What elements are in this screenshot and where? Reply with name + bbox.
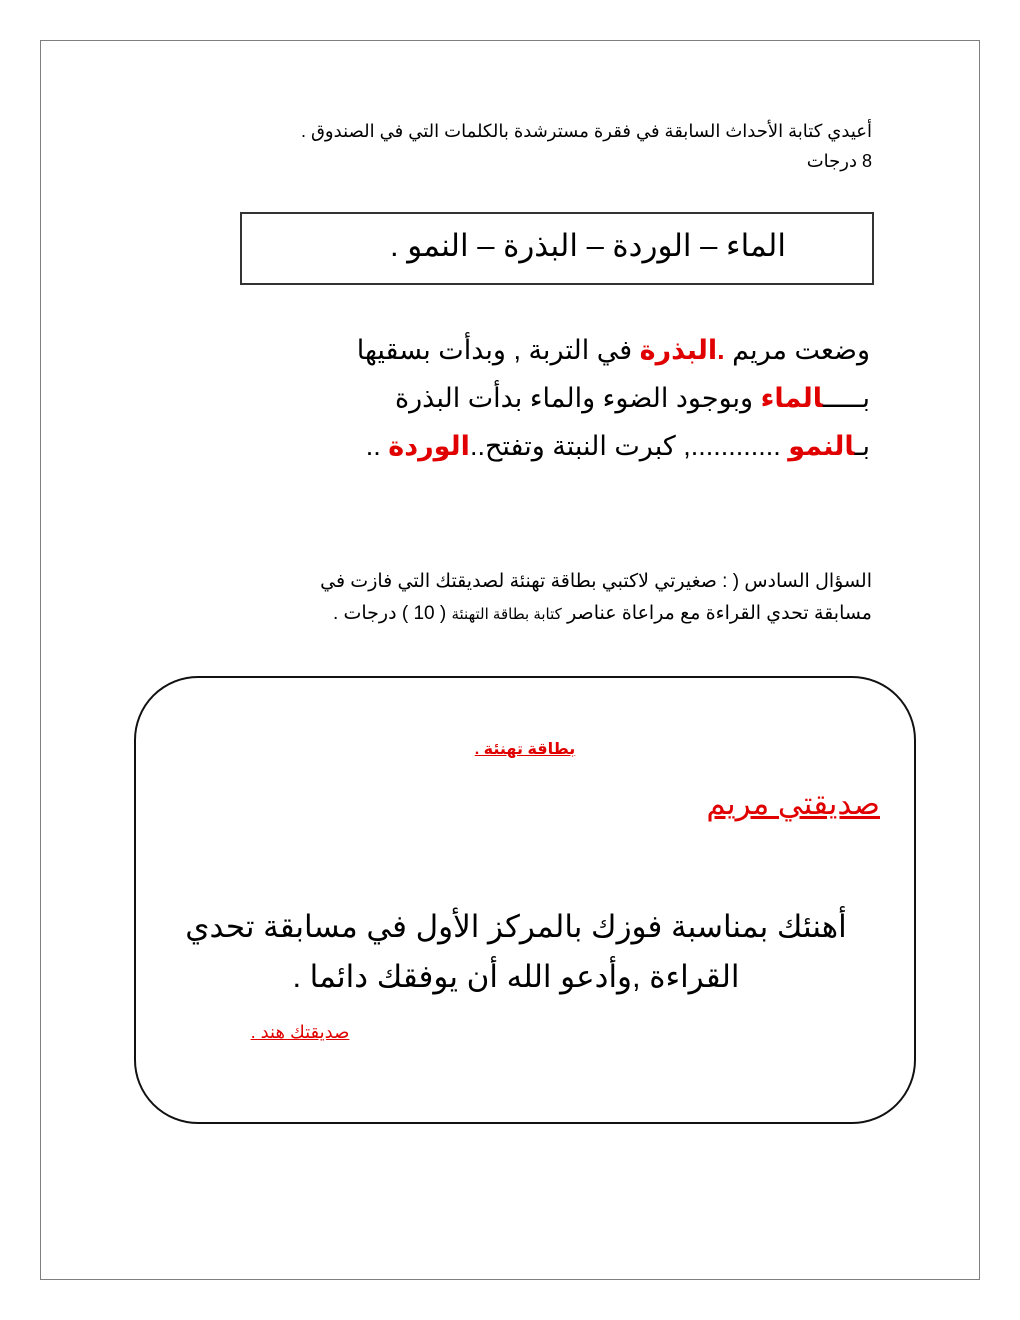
paragraph-text: في التربة , وبدأت بسقيها [356, 335, 640, 365]
paragraph-text: وضعت مريم [724, 335, 870, 365]
instructions [172, 116, 872, 176]
card-greeting: صديقتي مريم [706, 786, 880, 821]
word-box-text: الماء – الوردة – البذرة – النمو . [390, 228, 786, 263]
answer-word-seed: .البذرة [639, 335, 725, 365]
paragraph-text: بـــــ [822, 383, 870, 413]
paragraph-text: .. [365, 431, 389, 461]
card-message [176, 902, 856, 1002]
question-line-1: السؤال السادس ( : صغيرتي لاكتبي بطاقة تهنئة لصديقتك التي فازت في [320, 571, 872, 592]
card-message-line-1: أهنئك بمناسبة فوزك بالمركز الأول في مسابقة تحدي [185, 909, 847, 944]
paragraph-line-2 [150, 374, 870, 422]
question-text: مسابقة تحدي القراءة مع مراعاة عناصر [561, 603, 872, 624]
word-box [240, 212, 874, 285]
answer-word-water: الماء [760, 383, 823, 413]
question-line-2 [172, 598, 872, 631]
instruction-points: 8 درجات [806, 151, 872, 171]
card-message-line-2: القراءة ,وأدعو الله أن يوفقك دائما . [292, 959, 740, 994]
answer-word-rose: الوردة [388, 431, 470, 461]
paragraph-text: بـ [854, 431, 870, 461]
paragraph-line-1 [150, 326, 870, 374]
paragraph-text: وبوجود الضوء والماء بدأت البذرة [394, 383, 761, 413]
paragraph-line-3 [150, 422, 870, 470]
question-points: ( 10 ) درجات . [332, 603, 452, 624]
card-signature: صديقتك هند . [250, 1022, 350, 1042]
paragraph-text: ............, كبرت النبتة وتفتح.. [469, 431, 789, 461]
answer-word-growth: النمو [788, 431, 855, 461]
question-six [172, 566, 872, 631]
card-title: بطاقة تهنئة . [474, 741, 576, 758]
instruction-text: أعيدي كتابة الأحداث السابقة في فقرة مسترشدة بالكلمات التي في الصندوق . [300, 121, 872, 141]
question-criteria: كتابة بطاقة التهنئة [451, 606, 562, 623]
answer-paragraph [150, 326, 870, 470]
